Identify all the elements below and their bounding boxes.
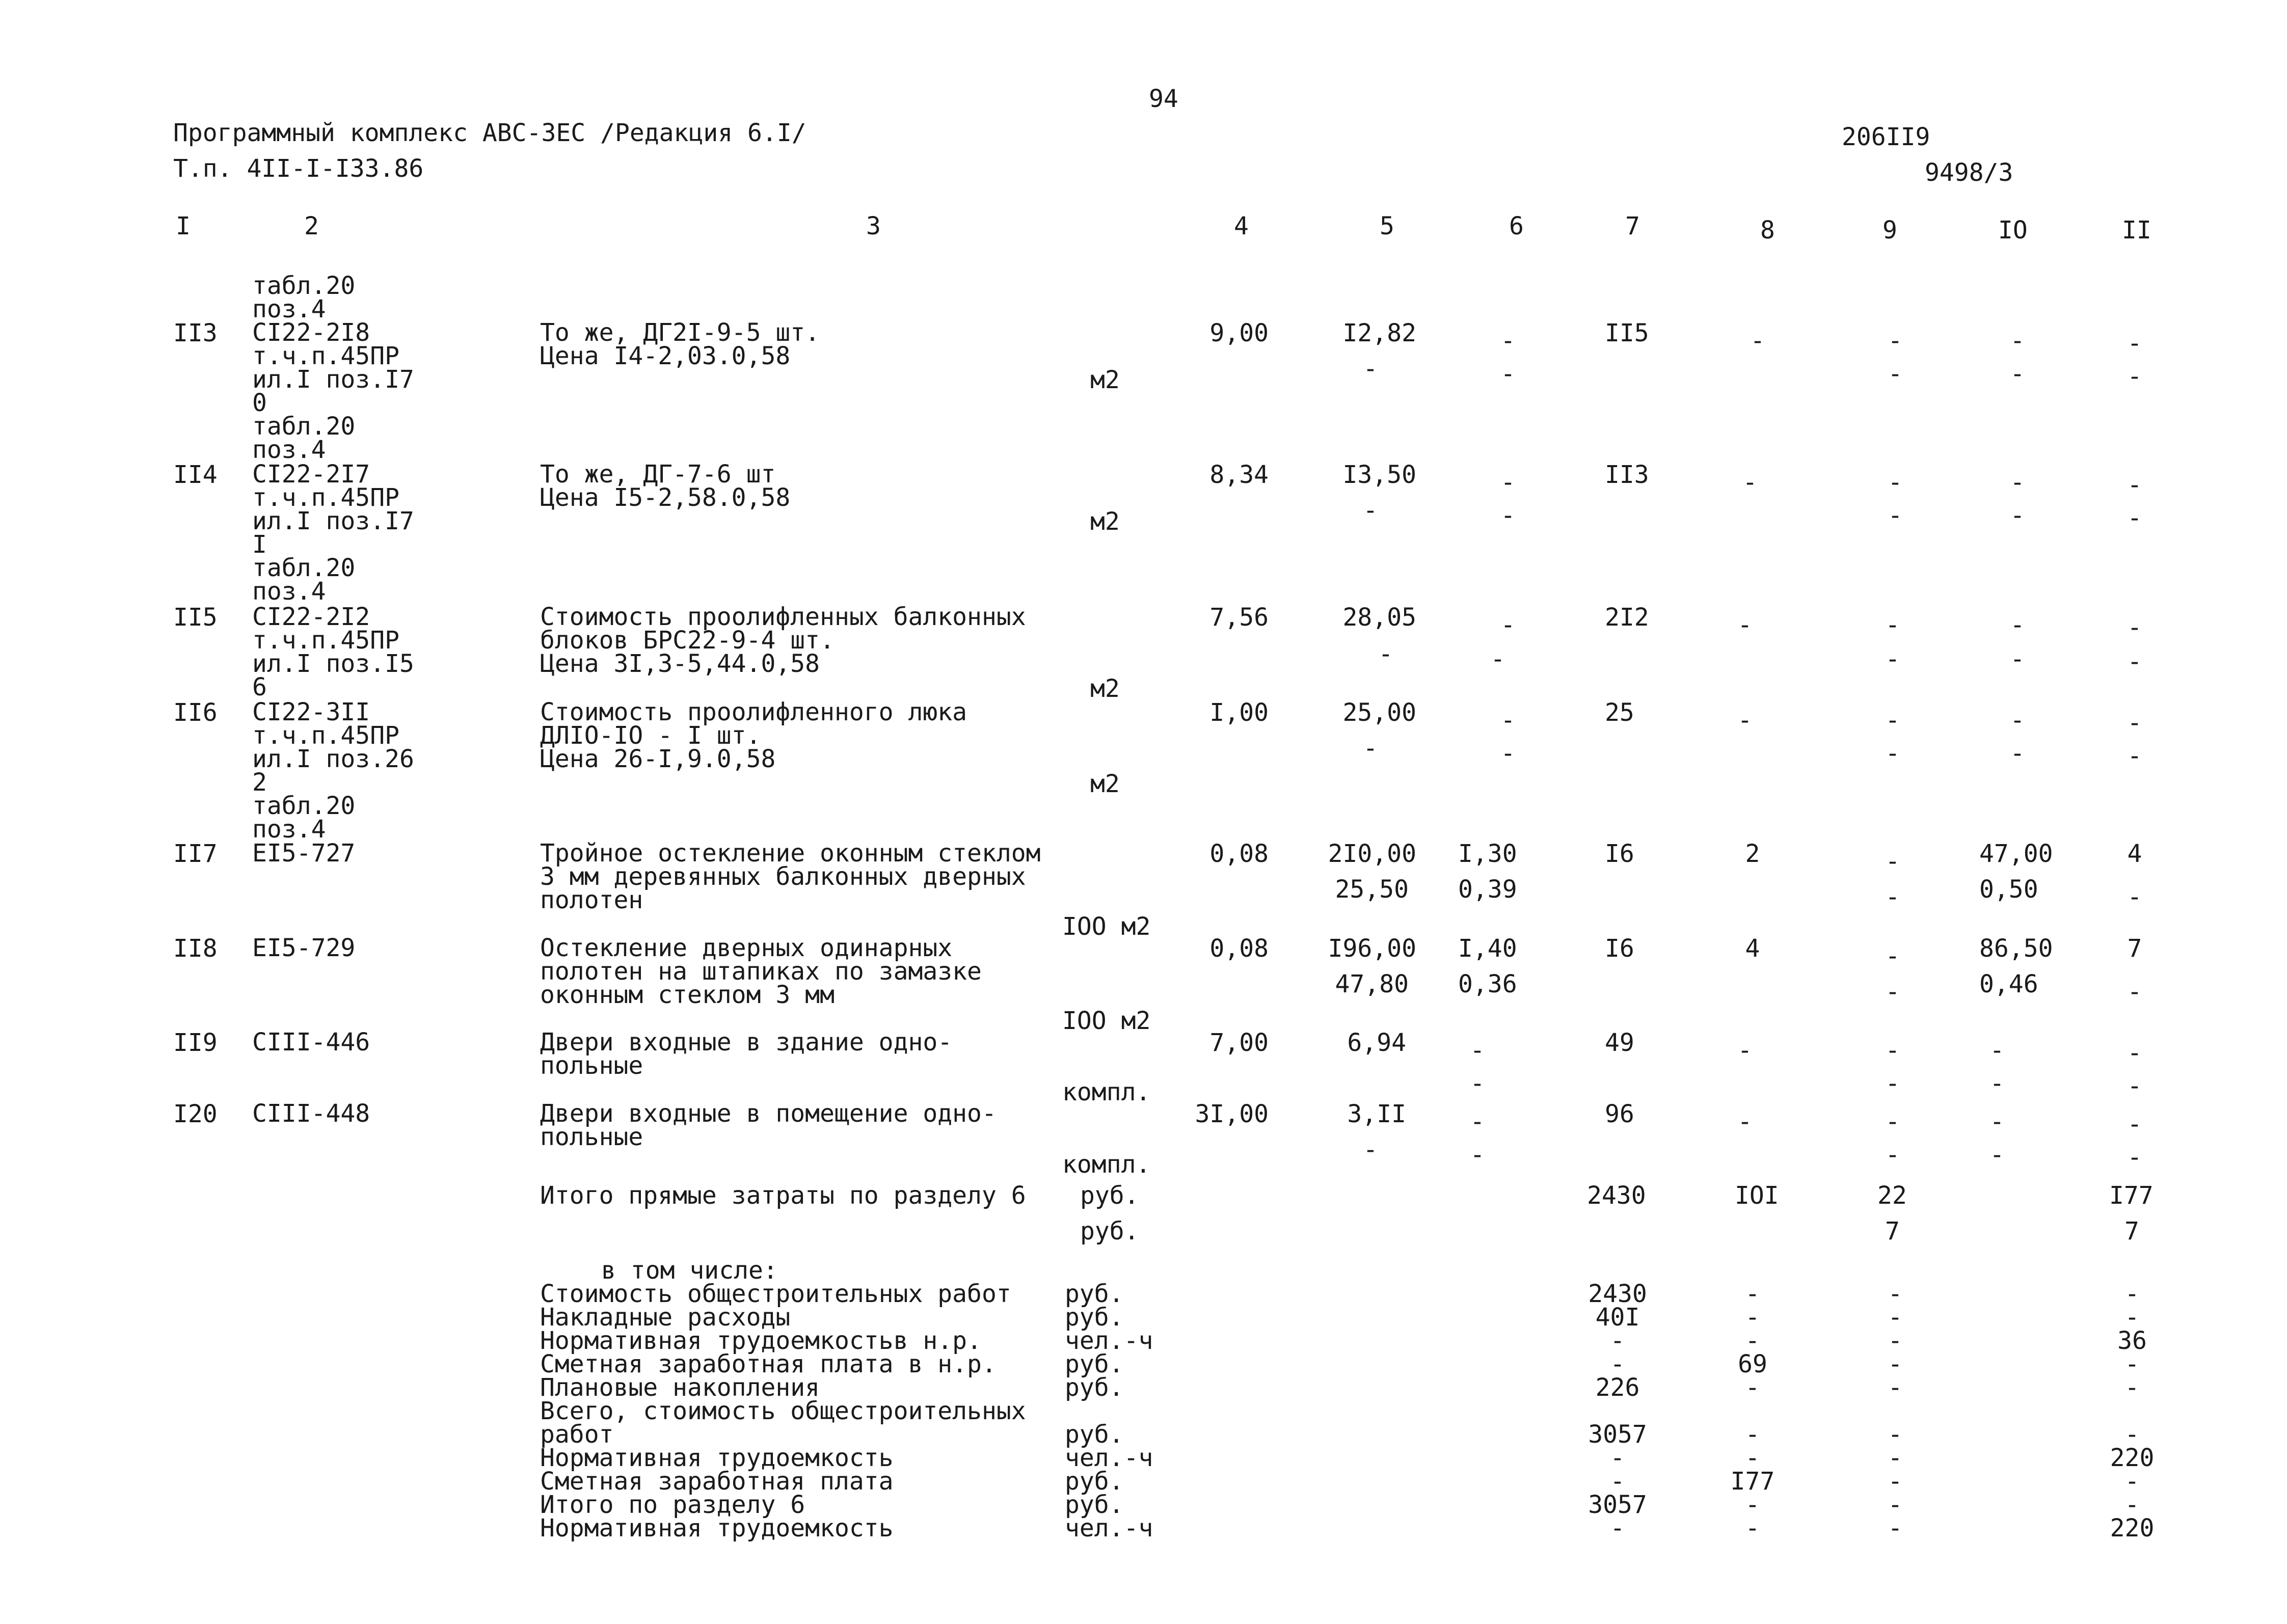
row-col10b: -	[2010, 645, 2025, 673]
row-description: Двери входные в помещение одно- польные	[540, 1099, 997, 1151]
row-col8: -	[1750, 327, 1765, 355]
row-col9a: -	[1888, 468, 1903, 497]
breakdown-col8: - - - 69 - - - I77 - -	[1730, 1280, 1775, 1542]
row-unit: м2	[1090, 770, 1120, 798]
row-col6b: -	[1470, 1141, 1485, 1169]
row-col11a: -	[2127, 329, 2142, 358]
row-col9b: -	[1888, 360, 1903, 388]
row-code: EI5-729	[252, 934, 356, 962]
row-code: CIII-448	[252, 1099, 370, 1128]
row-col10a: -	[2010, 468, 2025, 497]
row-col11b: -	[2127, 504, 2142, 532]
row-col5a: 3,II	[1347, 1100, 1406, 1128]
row-col11b: -	[2127, 1143, 2142, 1172]
row-col8: -	[1737, 1107, 1753, 1136]
breakdown-heading: в том числе:	[601, 1256, 778, 1285]
row-col5b: 25,50	[1335, 875, 1409, 904]
row-number: II9	[173, 1028, 218, 1057]
breakdown-col11: - - 36 - - - 220 - - 220	[2110, 1280, 2155, 1542]
row-col9a: -	[1885, 706, 1900, 735]
row-col9a: -	[1885, 942, 1900, 970]
row-col9b: -	[1885, 1141, 1900, 1169]
row-col7: 2I2	[1605, 603, 1649, 632]
program-line: Программный комплекс АВС-3ЕС /Редакция 6.I/	[173, 119, 806, 147]
totals-col7: 2430	[1587, 1181, 1646, 1210]
row-col9b: -	[1885, 883, 1900, 911]
pre-note: табл.20 поз.4	[252, 272, 356, 323]
col-header-4: 4	[1234, 212, 1249, 240]
breakdown-col9: - - - - - - - - - -	[1888, 1280, 1903, 1542]
row-col10a: -	[2010, 327, 2025, 355]
row-col10a: -	[1989, 1107, 2005, 1136]
sheet-number: 9498/3	[1925, 158, 2013, 187]
row-unit: м2	[1090, 507, 1120, 536]
col-header-1: I	[176, 212, 191, 240]
row-col5b: 47,80	[1335, 970, 1409, 998]
row-col11b: -	[2127, 742, 2142, 770]
row-col4: 0,08	[1209, 934, 1269, 963]
row-col11a: -	[2127, 709, 2142, 737]
row-col4: 8,34	[1209, 461, 1269, 489]
row-col7: 25	[1605, 698, 1634, 727]
row-number: II3	[173, 319, 218, 347]
row-col10b: 0,50	[1979, 875, 2038, 904]
totals-label: Итого прямые затраты по разделу 6	[540, 1181, 1026, 1210]
totals-unit-2: руб.	[1080, 1217, 1139, 1246]
row-unit: компл.	[1062, 1150, 1151, 1179]
row-number: II6	[173, 698, 218, 727]
row-col5a: 28,05	[1342, 603, 1416, 632]
row-col4: 0,08	[1209, 840, 1269, 868]
totals-col11b: 7	[2124, 1217, 2139, 1246]
row-unit: IOO м2	[1062, 912, 1151, 941]
row-unit: м2	[1090, 674, 1120, 703]
row-col4: 3I,00	[1195, 1100, 1269, 1128]
row-col5b: -	[1363, 1135, 1378, 1164]
row-col6b: -	[1500, 739, 1516, 768]
row-col5b: -	[1363, 355, 1378, 383]
row-col6a: -	[1500, 611, 1516, 639]
row-col6b: -	[1500, 501, 1516, 530]
row-col10b: -	[2010, 501, 2025, 530]
row-col6a: -	[1470, 1107, 1485, 1136]
row-col5a: I2,82	[1342, 319, 1416, 347]
row-col6a: I,40	[1458, 934, 1517, 963]
row-col11a: -	[2127, 613, 2142, 642]
row-col5b: -	[1378, 640, 1393, 668]
row-col5b: -	[1363, 734, 1378, 763]
row-col6b: -	[1490, 645, 1505, 673]
breakdown-labels: Стоимость общестроительных работ Накладные расходы Нормативная трудоемкостьв н.р. Сметная заработная плата в н.р. Плановые накопления Всего, стоимость общестроительных работ Нормативная трудоемкость Сметная заработная плата Итого по разделу 6 Нормативная трудоемкость	[540, 1280, 1026, 1542]
row-number: II4	[173, 461, 218, 489]
col-header-10: IO	[1998, 216, 2028, 245]
totals-col9b: 7	[1885, 1217, 1900, 1246]
row-col11a: 4	[2127, 840, 2142, 868]
col-header-8: 8	[1760, 216, 1775, 245]
row-col11a: -	[2127, 1110, 2142, 1139]
row-col8: 4	[1745, 934, 1760, 963]
row-col7: 49	[1605, 1028, 1634, 1057]
row-col11b: -	[2127, 883, 2142, 911]
totals-col8: IOI	[1735, 1181, 1779, 1210]
row-col6b: -	[1470, 1069, 1485, 1098]
col-header-5: 5	[1380, 212, 1394, 240]
col-header-6: 6	[1509, 212, 1524, 240]
row-col4: 7,00	[1209, 1028, 1269, 1057]
row-description: То же, ДГ2I-9-5 шт. Цена I4-2,03.0,58	[540, 318, 820, 370]
row-col6b: 0,36	[1458, 970, 1517, 998]
row-code: CI22-2I2 т.ч.п.45ПР ил.I поз.I5 6	[252, 603, 414, 701]
tp-line: Т.п. 4II-I-I33.86	[173, 154, 424, 183]
row-col5b: -	[1363, 496, 1378, 525]
col-header-9: 9	[1882, 216, 1897, 245]
row-code: CIII-446	[252, 1028, 370, 1057]
row-code: CI22-2I7 т.ч.п.45ПР ил.I поз.I7 I табл.20 поз.4	[252, 460, 414, 606]
totals-unit: руб.	[1080, 1181, 1139, 1210]
row-col5a: 25,00	[1342, 698, 1416, 727]
row-col10a: -	[2010, 706, 2025, 735]
col-header-2: 2	[304, 212, 319, 240]
row-description: Стоимость проолифленного люка ДЛIO-IO - I шт. Цена 26-I,9.0,58	[540, 698, 967, 773]
row-description: Остекление дверных одинарных полотен на штапиках по замазке оконным стеклом 3 мм	[540, 934, 982, 1009]
row-col8: -	[1737, 706, 1753, 735]
row-col11b: -	[2127, 1072, 2142, 1100]
row-description: Двери входные в здание одно- польные	[540, 1028, 953, 1080]
row-col6a: -	[1500, 706, 1516, 735]
row-col7: I6	[1605, 840, 1634, 868]
row-col10b: 0,46	[1979, 970, 2038, 998]
row-description: Стоимость проолифленных балконных блоков БРС22-9-4 шт. Цена 3I,3-5,44.0,58	[540, 603, 1026, 678]
totals-col11a: I77	[2109, 1181, 2154, 1210]
breakdown-col7: 2430 40I - - 226 3057 - - 3057 -	[1588, 1280, 1647, 1542]
row-col6a: -	[1500, 468, 1516, 497]
row-col5a: 6,94	[1347, 1028, 1406, 1057]
row-number: II5	[173, 603, 218, 632]
breakdown-units: руб. руб. чел.-ч руб. руб. руб. чел.-ч руб. руб. чел.-ч	[1065, 1280, 1153, 1542]
row-col8: -	[1737, 611, 1753, 639]
row-col9a: -	[1885, 847, 1900, 876]
row-col7: 96	[1605, 1100, 1634, 1128]
page-number: 94	[1149, 85, 1178, 113]
row-col6a: -	[1470, 1036, 1485, 1065]
row-col6b: -	[1500, 360, 1516, 388]
row-col9b: -	[1885, 645, 1900, 673]
row-col4: 7,56	[1209, 603, 1269, 632]
row-description: То же, ДГ-7-6 шт Цена I5-2,58.0,58	[540, 460, 791, 512]
row-col6a: -	[1500, 327, 1516, 355]
row-col9b: -	[1885, 739, 1900, 768]
row-unit: м2	[1090, 366, 1120, 394]
row-col7: II5	[1605, 319, 1649, 347]
row-col9b: -	[1885, 978, 1900, 1006]
row-col7: II3	[1605, 461, 1649, 489]
row-col10b: -	[2010, 360, 2025, 388]
row-code: CI22-2I8 т.ч.п.45ПР ил.I поз.I7 0 табл.20 поз.4	[252, 318, 414, 464]
row-col8: -	[1737, 1036, 1753, 1065]
row-col5a: I96,00	[1328, 934, 1416, 963]
row-col11b: -	[2127, 647, 2142, 676]
row-description: Тройное остекление оконным стеклом 3 мм деревянных балконных дверных полотен	[540, 839, 1041, 914]
row-number: II8	[173, 934, 218, 963]
row-col8: 2	[1745, 840, 1760, 868]
row-col11a: -	[2127, 471, 2142, 499]
row-unit: компл.	[1062, 1078, 1151, 1106]
row-col9a: -	[1888, 327, 1903, 355]
totals-col9a: 22	[1877, 1181, 1907, 1210]
row-col8: -	[1742, 468, 1758, 497]
row-col11b: -	[2127, 362, 2142, 391]
row-col10a: 47,00	[1979, 840, 2053, 868]
col-header-7: 7	[1625, 212, 1640, 240]
row-col6a: I,30	[1458, 840, 1517, 868]
col-header-3: 3	[866, 212, 881, 240]
row-col11a: 7	[2127, 934, 2142, 963]
row-col10b: -	[2010, 739, 2025, 768]
row-col7: I6	[1605, 934, 1634, 963]
row-col5a: 2I0,00	[1328, 840, 1416, 868]
row-code: CI22-3II т.ч.п.45ПР ил.I поз.26 2 табл.20 поз.4	[252, 698, 414, 844]
col-header-11: II	[2122, 216, 2151, 245]
row-number: II7	[173, 840, 218, 868]
row-col9a: -	[1885, 1036, 1900, 1065]
row-col11a: -	[2127, 1039, 2142, 1067]
row-col10b: -	[1989, 1069, 2005, 1098]
row-col9b: -	[1885, 1069, 1900, 1098]
doc-number: 206II9	[1842, 123, 1930, 151]
row-col10a: 86,50	[1979, 934, 2053, 963]
row-unit: IOO м2	[1062, 1007, 1151, 1035]
row-col4: I,00	[1209, 698, 1269, 727]
row-col5a: I3,50	[1342, 461, 1416, 489]
row-col10a: -	[1989, 1036, 2005, 1065]
row-code: EI5-727	[252, 839, 356, 868]
row-col9b: -	[1888, 501, 1903, 530]
row-col6b: 0,39	[1458, 875, 1517, 904]
row-number: I20	[173, 1100, 218, 1128]
row-col9a: -	[1885, 1107, 1900, 1136]
row-col11b: -	[2127, 978, 2142, 1006]
row-col4: 9,00	[1209, 319, 1269, 347]
row-col9a: -	[1885, 611, 1900, 639]
row-col10a: -	[2010, 611, 2025, 639]
row-col10b: -	[1989, 1141, 2005, 1169]
